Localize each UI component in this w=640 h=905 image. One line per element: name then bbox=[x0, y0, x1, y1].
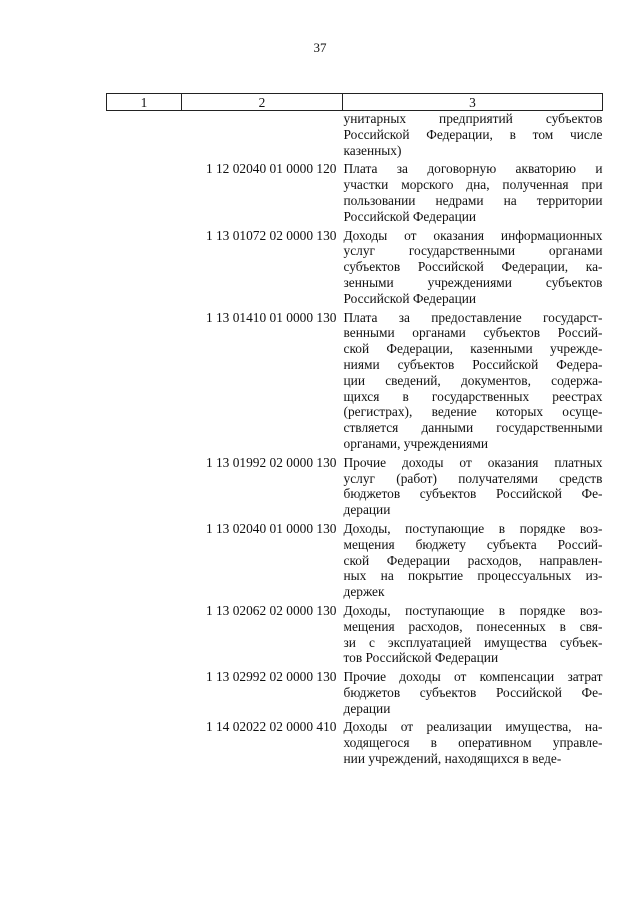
column-1-cell bbox=[107, 111, 182, 162]
description-line: услуг государственными органами bbox=[343, 243, 603, 259]
description-line: дерации bbox=[343, 502, 391, 518]
column-1-cell bbox=[107, 455, 182, 521]
budget-code-cell: 1 13 01072 02 0000 130 bbox=[205, 227, 337, 243]
description-line: казенных) bbox=[343, 142, 402, 158]
table-row bbox=[107, 111, 603, 162]
income-description-cell bbox=[343, 161, 603, 227]
column-header-3: 3 bbox=[343, 94, 603, 111]
budget-code-cell: 1 13 02062 02 0000 130 bbox=[205, 602, 337, 618]
column-1-cell bbox=[107, 161, 182, 227]
description-line: Российской Федерации, в том числе bbox=[343, 126, 603, 142]
income-description-cell bbox=[343, 228, 603, 310]
description-line: Российской Федерации bbox=[343, 208, 477, 224]
table-row bbox=[107, 719, 603, 769]
income-description-cell bbox=[343, 310, 603, 455]
income-description-cell bbox=[343, 111, 603, 162]
table-row bbox=[107, 310, 603, 455]
column-1-cell bbox=[107, 603, 182, 669]
description-line: бюджетов субъектов Российской Фе- bbox=[343, 684, 603, 700]
table-row bbox=[107, 669, 603, 719]
description-line: ниями субъектов Российской Федера- bbox=[343, 356, 603, 372]
description-line: Прочие доходы от компенсации затрат bbox=[343, 669, 603, 685]
description-line: пользовании недрами на территории bbox=[343, 192, 603, 208]
description-line: ской Федерации, казенными учрежде- bbox=[343, 341, 603, 357]
description-line: мещения расходов, понесенных в свя- bbox=[343, 618, 603, 634]
description-line: участки морского дна, полученная при bbox=[343, 177, 603, 193]
column-1-cell bbox=[107, 521, 182, 603]
column-1-cell bbox=[107, 228, 182, 310]
income-description-cell bbox=[343, 603, 603, 669]
description-line: зи с эксплуатацией имущества субъек- bbox=[343, 634, 603, 650]
description-line: Доходы, поступающие в порядке воз- bbox=[343, 602, 603, 618]
description-line: Российской Федерации bbox=[343, 290, 477, 306]
table-row bbox=[107, 161, 603, 227]
budget-code-cell: 1 13 01992 02 0000 130 bbox=[205, 454, 337, 470]
description-line: бюджетов субъектов Российской Фе- bbox=[343, 486, 603, 502]
budget-code-cell: 1 13 02040 01 0000 130 bbox=[205, 520, 337, 536]
page-number: 37 bbox=[313, 40, 327, 55]
table-row bbox=[107, 228, 603, 310]
column-header-1: 1 bbox=[107, 94, 182, 111]
budget-code-cell: 1 14 02022 02 0000 410 bbox=[205, 719, 337, 735]
budget-code-cell: 1 13 02992 02 0000 130 bbox=[205, 669, 337, 685]
column-1-cell bbox=[107, 310, 182, 455]
description-line: Прочие доходы от оказания платных bbox=[343, 454, 603, 470]
income-description-cell bbox=[343, 455, 603, 521]
column-1-cell bbox=[107, 669, 182, 719]
description-line: ской Федерации расходов, направлен- bbox=[343, 552, 603, 568]
description-line: нии учреждений, находящихся в веде- bbox=[343, 751, 562, 767]
description-line: Плата за предоставление государст- bbox=[343, 309, 603, 325]
income-description-cell bbox=[343, 669, 603, 719]
budget-code-cell: 1 13 01410 01 0000 130 bbox=[205, 309, 337, 325]
description-line: унитарных предприятий субъектов bbox=[343, 111, 603, 126]
description-line: ходящегося в оперативном управле- bbox=[343, 735, 603, 751]
description-line: (регистрах), ведение которых осуще- bbox=[343, 404, 603, 420]
income-description-cell bbox=[343, 719, 603, 769]
table-row bbox=[107, 521, 603, 603]
description-line: зенными учреждениями субъектов bbox=[343, 274, 603, 290]
description-line: ствляется данными государственными bbox=[343, 420, 603, 436]
table-body bbox=[107, 111, 603, 770]
description-line: дерации bbox=[343, 700, 391, 716]
table-header-row bbox=[107, 94, 603, 111]
table-row bbox=[107, 455, 603, 521]
description-line: мещения бюджету субъекта Россий- bbox=[343, 536, 603, 552]
description-line: щихся в государственных реестрах bbox=[343, 388, 603, 404]
description-line: ции сведений, документов, содержа- bbox=[343, 372, 603, 388]
description-line: держек bbox=[343, 584, 385, 600]
column-1-cell bbox=[107, 719, 182, 769]
budget-code-cell bbox=[182, 111, 343, 162]
revenue-codes-table bbox=[106, 93, 603, 770]
description-line: Плата за договорную акваторию и bbox=[343, 161, 603, 177]
description-line: органами, учреждениями bbox=[343, 435, 488, 451]
description-line: Доходы от реализации имущества, на- bbox=[343, 719, 603, 735]
description-line: услуг (работ) получателями средств bbox=[343, 470, 603, 486]
income-description-cell bbox=[343, 521, 603, 603]
column-header-2: 2 bbox=[182, 94, 343, 111]
description-line: субъектов Российской Федерации, ка- bbox=[343, 259, 603, 275]
description-line: ных на покрытие процессуальных из- bbox=[343, 568, 603, 584]
description-line: Доходы, поступающие в порядке воз- bbox=[343, 520, 603, 536]
description-line: Доходы от оказания информационных bbox=[343, 227, 603, 243]
description-line: тов Российской Федерации bbox=[343, 650, 499, 666]
description-line: венными органами субъектов Россий- bbox=[343, 325, 603, 341]
budget-code-cell: 1 12 02040 01 0000 120 bbox=[205, 161, 337, 177]
table-row bbox=[107, 603, 603, 669]
